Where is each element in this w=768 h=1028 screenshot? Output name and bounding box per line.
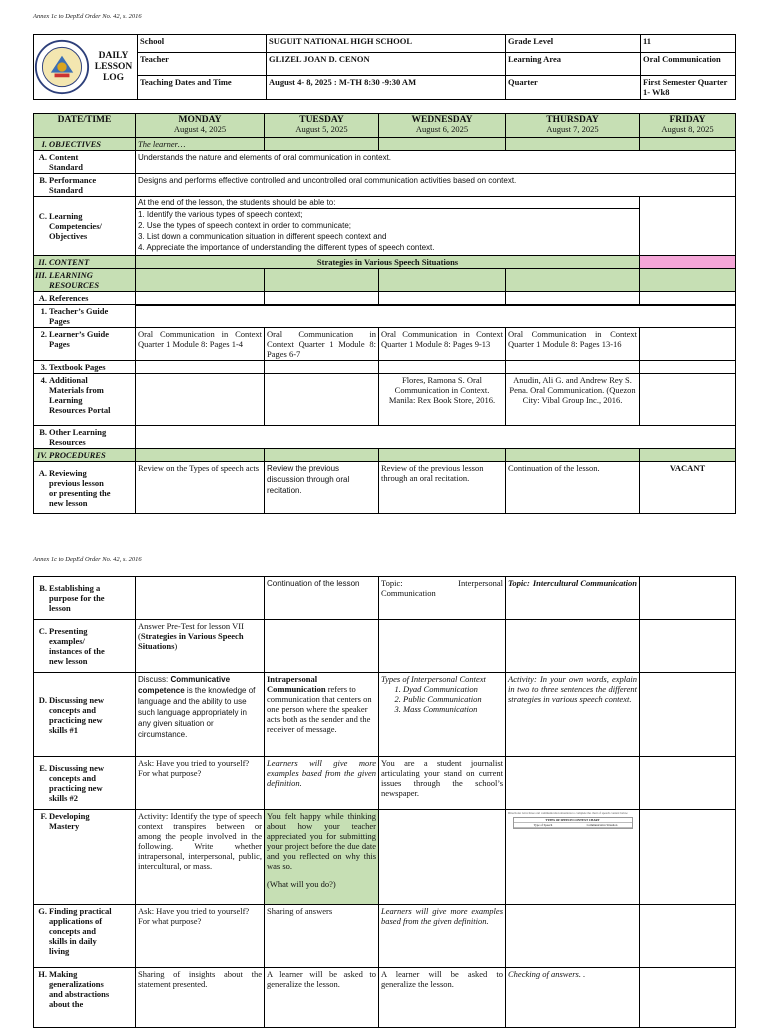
monday-header: MONDAY — [178, 115, 222, 125]
learners-guide-label: 2. Learner’s Guide Pages — [34, 328, 136, 361]
objectives-learner: The learner… — [136, 138, 265, 151]
additional-materials-thu: Anudin, Ali G. and Andrew Rey S. Pena. Oral Communication. (Quezon City: Vibal Group Inc., 2016. — [506, 374, 640, 426]
quarter-value: First Semester Quarter 1- Wk8 — [641, 76, 736, 100]
teachers-guide-label: 1. Teacher’s Guide Pages — [34, 305, 136, 328]
content-friday-cell — [640, 256, 736, 269]
competencies-label: C. Learning Competencies/ Objectives — [34, 197, 136, 256]
dll-main-table — [33, 113, 736, 514]
tuesday-header: TUESDAY — [299, 115, 344, 125]
purpose-thu: Topic: Intercultural Communication — [506, 577, 640, 620]
date-time-header: DATE/TIME — [34, 114, 136, 138]
discussing-2-tue: Learners will give more examples based from the given definition. — [265, 757, 379, 810]
discussing-1-tue: Intrapersonal Communication refers to communication that centers on one person where the speaker acts both as the sender and the receiver of message. — [265, 673, 379, 757]
learners-guide-tue: Oral Communication in Context Quarter 1 Module 8: Pages 6-7 — [265, 328, 379, 361]
generalizations-label: H. Making generalizations and abstractions about the — [34, 968, 136, 1028]
learning-area-value: Oral Communication — [641, 53, 736, 76]
developing-mastery-mon: Activity: Identify the type of speech context transpires between or among the people involved in the following. Write whether intrapersonal, interpersonal, public, intercultural, or mass. — [136, 810, 265, 905]
purpose-tue: Continuation of the lesson — [265, 577, 379, 620]
thursday-date: August 7, 2025 — [546, 124, 599, 134]
reviewing-wed: Review of the previous lesson through an oral recitation. — [379, 462, 506, 514]
performance-standard-label: B. Performance Standard — [34, 174, 136, 197]
content-standard-label: A. Content Standard — [34, 151, 136, 174]
reviewing-fri: VACANT — [640, 462, 736, 514]
competencies-text: At the end of the lesson, the students should be able to: 1. Identify the various types of speech context; 2. Use the types of speech context in order to communicate; 3. List down a communication situation in different speech context and 4. Appreciate the importance of understanding the different types of speech context. — [136, 197, 640, 256]
content-topic: Strategies in Various Speech Situations — [136, 256, 640, 269]
teacher-label: Teacher — [138, 53, 267, 76]
other-resources-label: B. Other Learning Resources — [34, 426, 136, 449]
dates-value: August 4- 8, 2025 : M-TH 8:30 -9:30 AM — [267, 76, 506, 100]
discussing-2-label: E. Discussing new concepts and practicing new skills #2 — [34, 757, 136, 810]
friday-date: August 8, 2025 — [661, 124, 714, 134]
practical-applications-mon: Ask: Have you tried to yourself? For what purpose? — [136, 905, 265, 968]
dll-main-table-page2 — [33, 576, 736, 1028]
learning-area-label: Learning Area — [506, 53, 641, 76]
discussing-1-thu: Activity: In your own words, explain in two to three sentences the different strategies in various speech context. — [506, 673, 640, 757]
presenting-label: C. Presenting examples/ instances of the new lesson — [34, 620, 136, 673]
practical-applications-wed: Learners will give more examples based from the given definition. — [379, 905, 506, 968]
additional-materials-label: 4. Additional Materials from Learning Resources Portal — [34, 374, 136, 426]
discussing-1-wed: Types of Interpersonal Context 1. Dyad Communication 2. Public Communication 3. Mass Communication — [379, 673, 506, 757]
reviewing-mon: Review on the Types of speech acts — [136, 462, 265, 514]
procedures-heading: IV. PROCEDURES — [34, 449, 136, 462]
wednesday-date: August 6, 2025 — [415, 124, 469, 134]
additional-materials-wed: Flores, Ramona S. Oral Communication in Context. Manila: Rex Book Store, 2016. — [379, 374, 506, 426]
developing-mastery-tue: You felt happy while thinking about how your teacher appreciated you for submitting your project before the due date and you reflected on why this was so. (What will you do?) — [265, 810, 379, 905]
grade-value: 11 — [641, 35, 736, 53]
learners-guide-wed: Oral Communication in Context Quarter 1 Module 8: Pages 9-13 — [379, 328, 506, 361]
dll-title-line2: LESSON — [94, 61, 133, 72]
quarter-label: Quarter — [506, 76, 641, 100]
dll-title-line1: DAILY — [98, 50, 129, 61]
objectives-heading: I. OBJECTIVES — [34, 138, 136, 151]
annex-note-page2: Annex 1c to DepEd Order No. 42, s. 2016 — [33, 556, 142, 563]
learners-guide-thu: Oral Communication in Context Quarter 1 Module 8: Pages 13-16 — [506, 328, 640, 361]
textbook-pages-label: 3. Textbook Pages — [34, 361, 136, 374]
annex-note: Annex 1c to DepEd Order No. 42, s. 2016 — [33, 13, 142, 20]
school-value: SUGUIT NATIONAL HIGH SCHOOL — [267, 35, 506, 53]
presenting-mon: Answer Pre-Test for lesson VII (Strategies in Various Speech Situations) — [136, 620, 265, 673]
header-table — [33, 34, 736, 100]
dates-label: Teaching Dates and Time — [138, 76, 267, 100]
tuesday-date: August 5, 2025 — [295, 124, 348, 134]
learners-guide-mon: Oral Communication in Context Quarter 1 Module 8: Pages 1-4 — [136, 328, 265, 361]
learning-resources-heading: III. LEARNING RESOURCES — [34, 269, 136, 292]
performance-standard-text: Designs and performs effective controlled and uncontrolled oral communication activities based on context. — [136, 174, 736, 197]
purpose-label: B. Establishing a purpose for the lesson — [34, 577, 136, 620]
generalizations-thu: Checking of answers. . — [506, 968, 640, 1028]
teacher-value: GLIZEL JOAN D. CENON — [267, 53, 506, 76]
generalizations-mon: Sharing of insights about the statement presented. — [136, 968, 265, 1028]
discussing-2-wed: You are a student journalist articulating your stand on current issues through the school’s newspaper. — [379, 757, 506, 810]
developing-mastery-thu: Directions: Give three oral communication situations to complete the chart of speech context below. TYPES OF SPEECH CONTEXT CHART Type of Speech Communicative Situation — [506, 810, 640, 905]
friday-header: FRIDAY — [669, 115, 706, 125]
reviewing-tue: Review the previous discussion through oral recitation. — [265, 462, 379, 514]
dll-title-line3: LOG — [102, 72, 125, 83]
content-standard-text: Understands the nature and elements of oral communication in context. — [136, 151, 736, 174]
grade-label: Grade Level — [506, 35, 641, 53]
discussing-1-label: D. Discussing new concepts and practicing new skills #1 — [34, 673, 136, 757]
monday-date: August 4, 2025 — [173, 124, 227, 134]
school-label: School — [138, 35, 267, 53]
reviewing-label: A. Reviewing previous lesson or presenting the new lesson — [34, 462, 136, 514]
references-label: A. References — [34, 292, 136, 305]
purpose-wed: Topic: Interpersonal Communication — [379, 577, 506, 620]
reviewing-thu: Continuation of the lesson. — [506, 462, 640, 514]
discussing-1-mon: Discuss: Communicative competence is the knowledge of language and the ability to use such language appropriately in any given situation or circumstance. — [136, 673, 265, 757]
generalizations-wed: A learner will be asked to generalize the lesson. — [379, 968, 506, 1028]
discussing-2-mon: Ask: Have you tried to yourself? For what purpose? — [136, 757, 265, 810]
practical-applications-tue: Sharing of answers — [265, 905, 379, 968]
practical-applications-label: G. Finding practical applications of concepts and skills in daily living — [34, 905, 136, 968]
developing-mastery-label: F. Developing Mastery — [34, 810, 136, 905]
deped-seal-icon — [34, 39, 90, 95]
header-logo-cell — [34, 35, 138, 100]
speech-context-mini-chart: TYPES OF SPEECH CONTEXT CHART Type of Speech Communicative Situation — [513, 817, 633, 829]
thursday-header: THURSDAY — [546, 115, 599, 125]
generalizations-tue: A learner will be asked to generalize the lesson. — [265, 968, 379, 1028]
content-heading: II. CONTENT — [34, 256, 136, 269]
wednesday-header: WEDNESDAY — [411, 115, 473, 125]
